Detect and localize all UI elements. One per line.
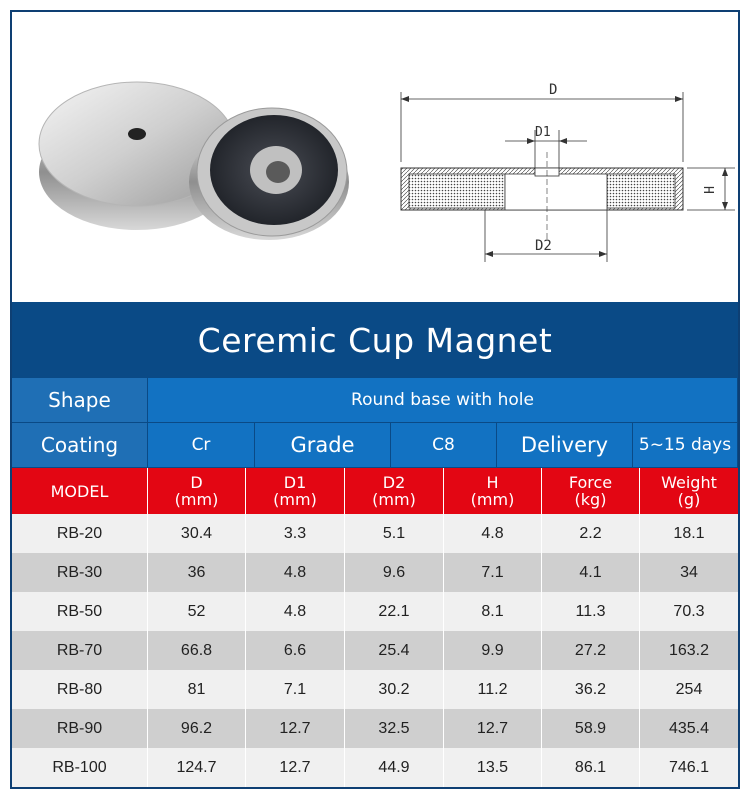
cell-d: 81 <box>148 670 246 709</box>
spec-row-shape <box>12 378 738 423</box>
col-header-d <box>148 468 246 514</box>
cell-weight: 435.4 <box>640 709 738 748</box>
col-header-d-label: D <box>190 473 203 492</box>
product-sheet <box>10 10 740 789</box>
table-row <box>12 592 738 631</box>
col-header-model <box>12 468 148 514</box>
cell-d2: 22.1 <box>345 592 444 631</box>
cell-d1: 3.3 <box>246 514 345 553</box>
col-header-d2-label: D2 <box>382 473 406 492</box>
cell-model: RB-20 <box>12 514 148 553</box>
col-header-weight-label: Weight <box>661 473 717 492</box>
delivery-value: 5~15 days <box>633 423 738 468</box>
shape-value: Round base with hole <box>148 378 738 423</box>
coating-value: Cr <box>148 423 255 468</box>
dimension-h-label: H <box>700 186 715 194</box>
col-header-d2-unit: (mm) <box>372 490 416 509</box>
shape-label: Shape <box>12 378 148 423</box>
table-row <box>12 670 738 709</box>
cell-model: RB-100 <box>12 748 148 787</box>
cell-force: 11.3 <box>542 592 640 631</box>
cell-d: 30.4 <box>148 514 246 553</box>
cell-weight: 746.1 <box>640 748 738 787</box>
dimension-drawing <box>387 72 715 272</box>
col-header-d2 <box>345 468 444 514</box>
cell-weight: 163.2 <box>640 631 738 670</box>
table-row <box>12 514 738 553</box>
cell-model: RB-30 <box>12 553 148 592</box>
cell-model: RB-50 <box>12 592 148 631</box>
delivery-label: Delivery <box>497 423 633 468</box>
cell-h: 7.1 <box>444 553 542 592</box>
cell-d2: 44.9 <box>345 748 444 787</box>
col-header-model-label: MODEL <box>50 481 109 501</box>
cell-d: 36 <box>148 553 246 592</box>
cell-weight: 254 <box>640 670 738 709</box>
cell-force: 36.2 <box>542 670 640 709</box>
cell-h: 11.2 <box>444 670 542 709</box>
cell-d: 66.8 <box>148 631 246 670</box>
grade-value: C8 <box>391 423 497 468</box>
cell-d1: 4.8 <box>246 592 345 631</box>
product-illustration <box>12 12 738 300</box>
cell-d2: 25.4 <box>345 631 444 670</box>
cell-model: RB-90 <box>12 709 148 748</box>
col-header-d1-unit: (mm) <box>273 490 317 509</box>
cell-force: 27.2 <box>542 631 640 670</box>
col-header-d1-label: D1 <box>283 473 307 492</box>
cell-model: RB-80 <box>12 670 148 709</box>
col-header-force-label: Force <box>568 473 613 492</box>
cell-d2: 9.6 <box>345 553 444 592</box>
dimension-d1-label: D1 <box>535 125 551 140</box>
cell-h: 8.1 <box>444 592 542 631</box>
grade-label: Grade <box>255 423 391 468</box>
cell-d2: 30.2 <box>345 670 444 709</box>
table-row <box>12 748 738 787</box>
cell-force: 4.1 <box>542 553 640 592</box>
cell-d1: 7.1 <box>246 670 345 709</box>
col-header-h <box>444 468 542 514</box>
col-header-force-unit: (kg) <box>574 490 607 509</box>
magnet-photo <box>22 32 382 292</box>
cell-weight: 34 <box>640 553 738 592</box>
cell-model: RB-70 <box>12 631 148 670</box>
col-header-force <box>542 468 640 514</box>
cell-weight: 70.3 <box>640 592 738 631</box>
col-header-d-unit: (mm) <box>174 490 219 509</box>
col-header-weight-unit: (g) <box>677 490 701 509</box>
col-header-h-unit: (mm) <box>470 490 515 509</box>
table-row <box>12 631 738 670</box>
dimension-d-label: D <box>549 82 558 98</box>
table-header <box>12 468 738 514</box>
spec-row-coating <box>12 423 738 468</box>
cell-d2: 32.5 <box>345 709 444 748</box>
cell-h: 12.7 <box>444 709 542 748</box>
cell-d2: 5.1 <box>345 514 444 553</box>
cell-d: 124.7 <box>148 748 246 787</box>
col-header-h-label: H <box>486 473 499 492</box>
cell-h: 4.8 <box>444 514 542 553</box>
cell-d: 52 <box>148 592 246 631</box>
cell-d1: 12.7 <box>246 748 345 787</box>
cell-weight: 18.1 <box>640 514 738 553</box>
cell-force: 58.9 <box>542 709 640 748</box>
cell-force: 86.1 <box>542 748 640 787</box>
col-header-weight <box>640 468 738 514</box>
table-row <box>12 709 738 748</box>
cell-d: 96.2 <box>148 709 246 748</box>
cell-force: 2.2 <box>542 514 640 553</box>
cell-d1: 12.7 <box>246 709 345 748</box>
table-row <box>12 553 738 592</box>
title-banner <box>12 302 738 378</box>
coating-label: Coating <box>12 423 148 468</box>
cell-d1: 4.8 <box>246 553 345 592</box>
cell-d1: 6.6 <box>246 631 345 670</box>
col-header-d1 <box>246 468 345 514</box>
dimension-d2-label: D2 <box>535 238 552 254</box>
page-title: Ceremic Cup Magnet <box>197 320 553 360</box>
cell-h: 13.5 <box>444 748 542 787</box>
cell-h: 9.9 <box>444 631 542 670</box>
